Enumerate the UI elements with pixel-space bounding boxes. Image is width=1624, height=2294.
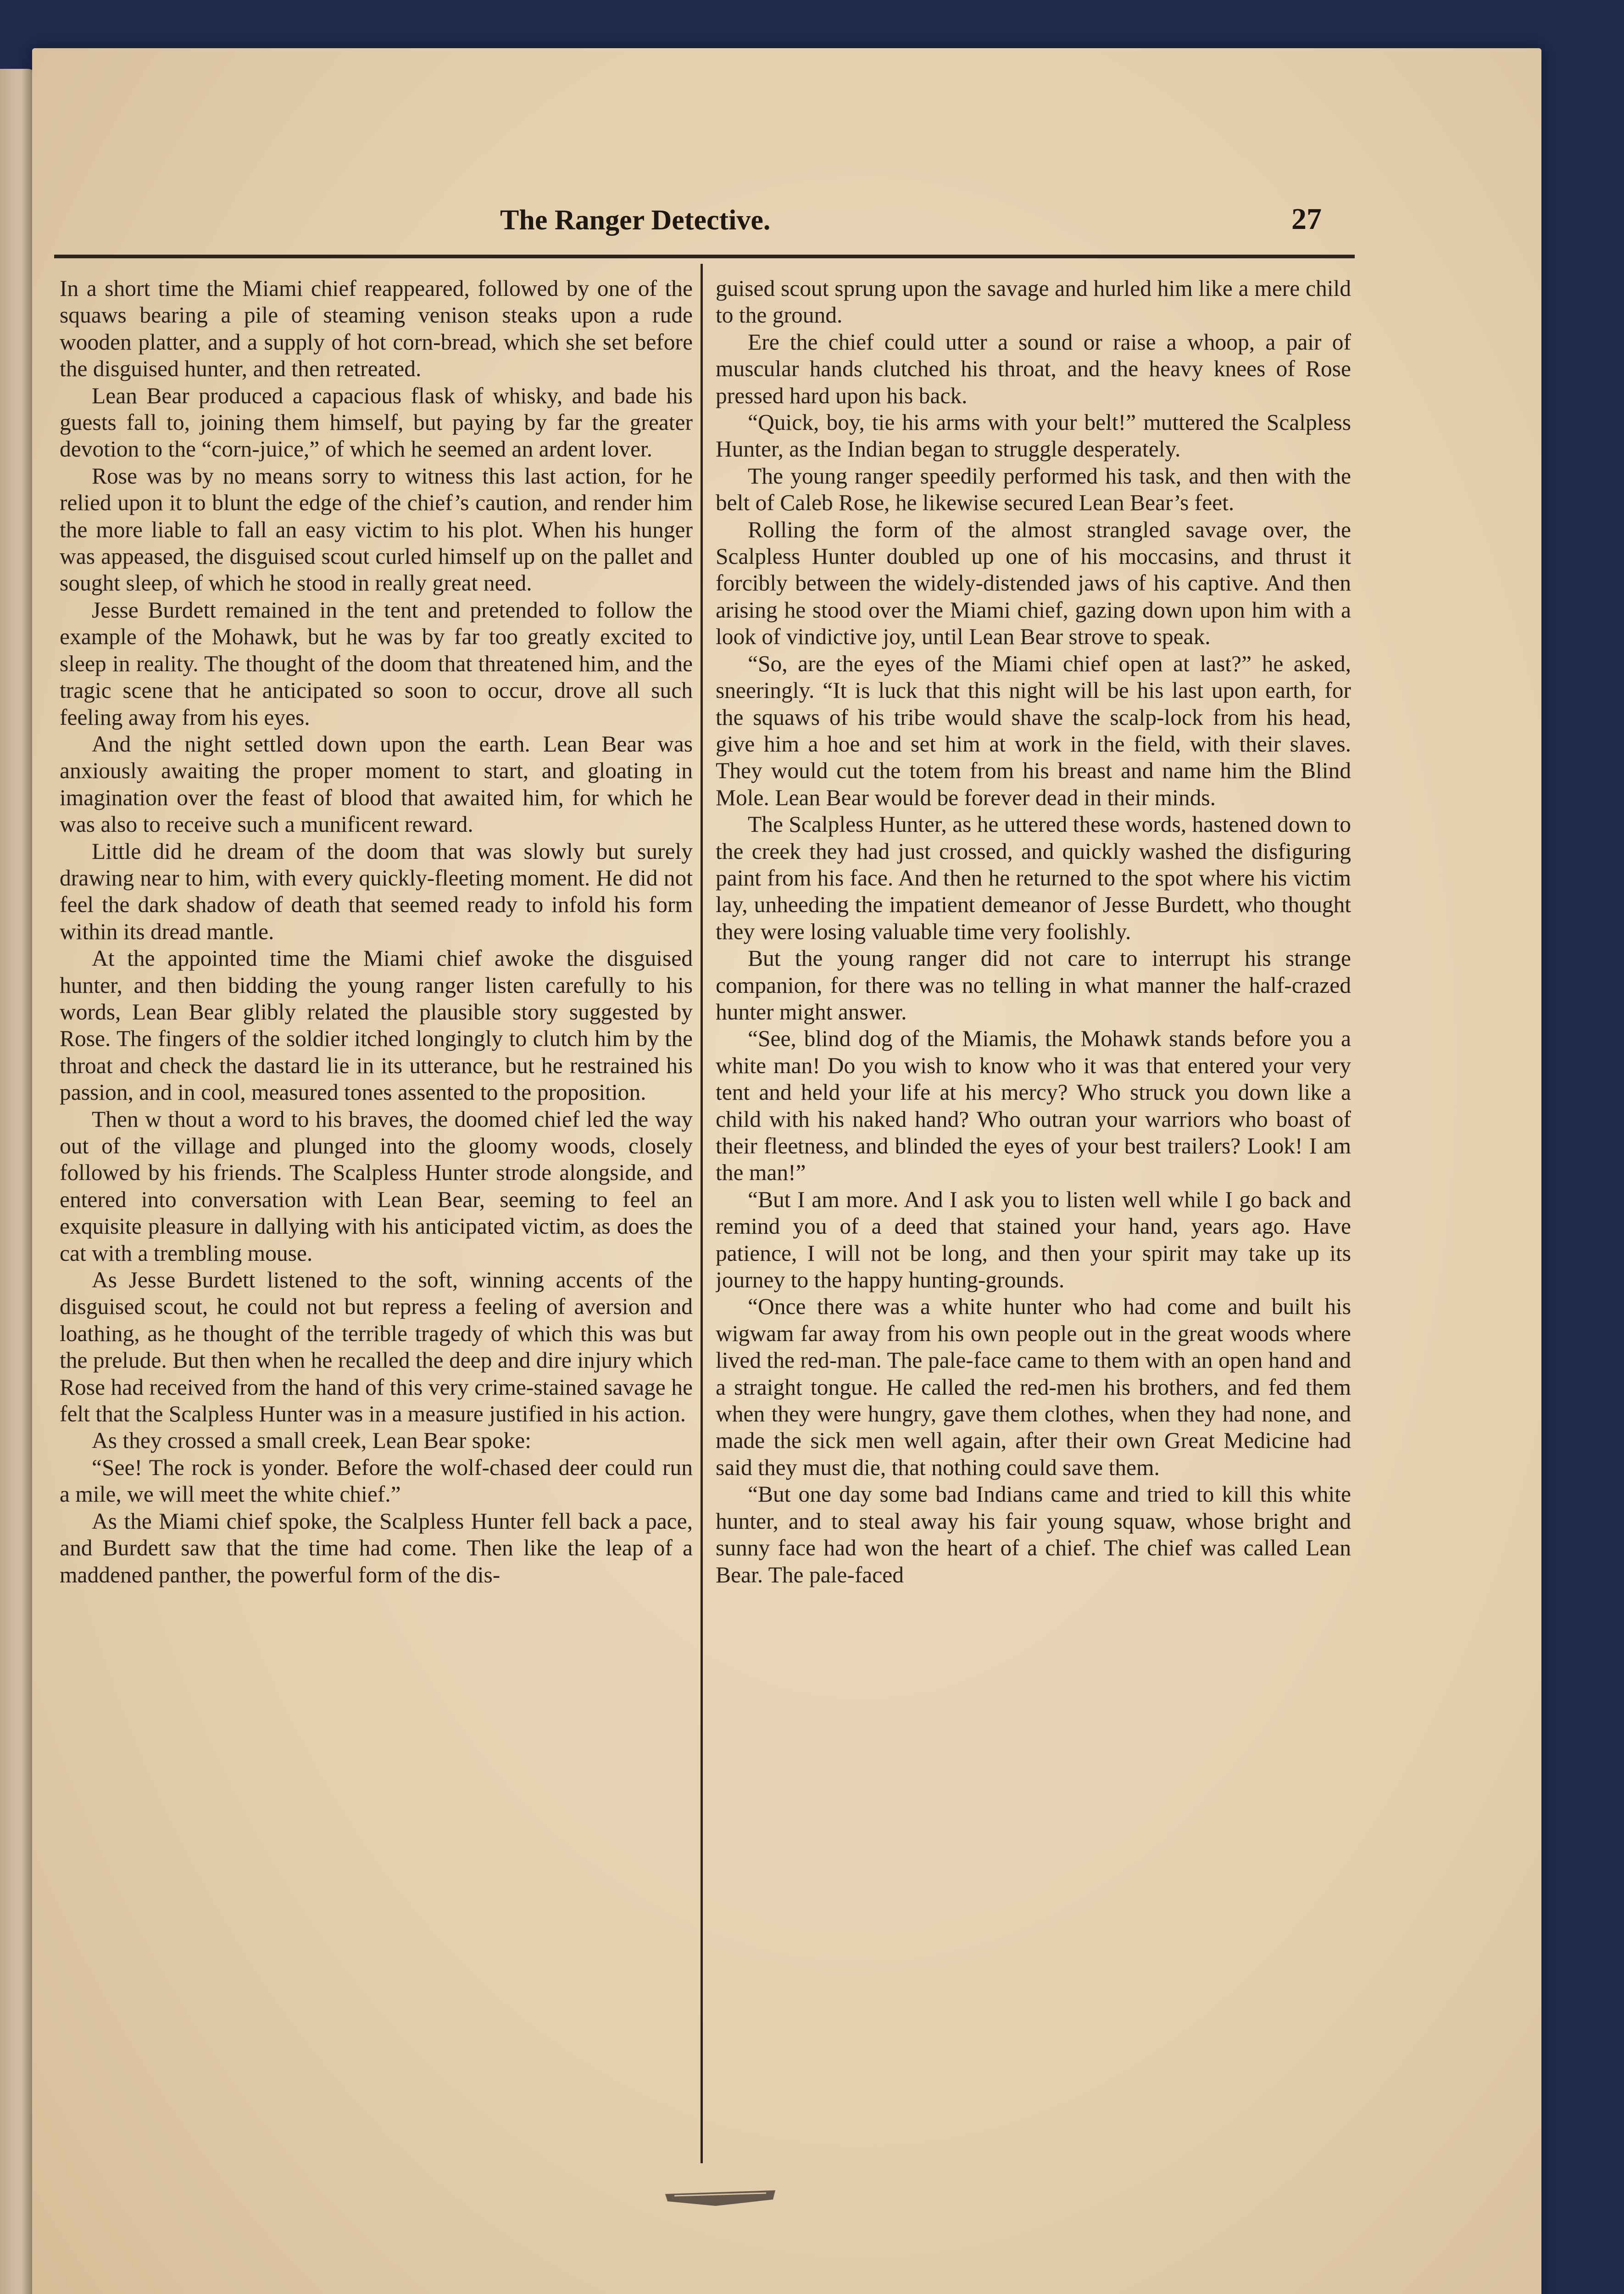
paragraph: “Quick, boy, tie his arms with your belt!” muttered the Scalpless Hunter, as the Indian began to struggle desperately.	[716, 410, 1351, 462]
paragraph: “So, are the eyes of the Miami chief open at last?” he asked, sneeringly. “It is luck that this night will be his last upon earth, for the squaws of his tribe would shave the scalp-lock from his head, give him a hoe and set him at work in the field, with their slaves. They would cut the totem from his breast and name him the Blind Mole. Lean Bear would be forever dead in their minds.	[716, 651, 1351, 810]
paragraph: Then w thout a word to his braves, the doomed chief led the way out of the village and plunged into the gloomy woods, closely followed by his friends. The Scalpless Hunter strode alongside, and entered into conversation with Lean Bear, seeming to feel an exquisite pleasure in dallying with his anticipated victim, as does the cat with a trembling mouse.	[60, 1106, 693, 1266]
paragraph: Rolling the form of the almost strangled savage over, the Scalpless Hunter doubled up one of his moccasins, and thrust it forcibly between the widely-distended jaws of his captive. And then arising he stood over the Miami chief, gazing down upon him with a look of vindictive joy, until Lean Bear strove to speak.	[716, 517, 1351, 650]
column-divider	[701, 264, 703, 2163]
paragraph: “But I am more. And I ask you to listen well while I go back and remind you of a deed that stained your hand, years ago. Have patience, I will not be long, and then your spirit may take up its journey to the happy hunting-grounds.	[716, 1186, 1351, 1293]
paragraph: As they crossed a small creek, Lean Bear spoke:	[92, 1428, 532, 1453]
running-header-title: The Ranger Detective.	[500, 205, 771, 236]
paragraph: The Scalpless Hunter, as he uttered these words, hastened down to the creek they had just crossed, and quickly washed the disfiguring paint from his face. And then he returned to the spot where his victim lay, unheeding the impatient demeanor of Jesse Burdett, who thought they were losing valuable time very foolishly.	[716, 812, 1351, 944]
ink-smudge-ornament	[661, 2184, 780, 2211]
adjacent-page-edge	[0, 69, 37, 2294]
paragraph: “But one day some bad Indians came and tried to kill this white hunter, and to steal away his fair young squaw, whose bright and sunny face had won the heart of a chief. The chief was called Lean Bear. The pale-faced	[716, 1481, 1351, 1587]
paragraph: Jesse Burdett remained in the tent and pretended to follow the example of the Mohawk, but he was by far too greatly excited to sleep in reality. The thought of the doom that threatened him, and the tragic scene that he anticipated so soon to occur, drove all such feeling away from his eyes.	[60, 597, 693, 730]
left-column	[60, 275, 693, 2166]
paragraph: “Once there was a white hunter who had come and built his wigwam far away from his own people out in the great woods where lived the red-man. The pale-face came to them with an open hand and a straight tongue. He called the red-men his brothers, and fed them when they were hungry, gave them clothes, when they had none, and made the sick men well again, after their own Great Medicine had said they must die, that nothing could save them.	[716, 1294, 1351, 1480]
paragraph: But the young ranger did not care to interrupt his strange companion, for there was no telling in what manner the half-crazed hunter might answer.	[716, 946, 1351, 1025]
paragraph: Lean Bear produced a capacious flask of whisky, and bade his guests fall to, joining them himself, but paying by far the greater devotion to the “corn-juice,” of which he seemed an ardent lover.	[60, 383, 693, 462]
paragraph: Rose was by no means sorry to witness this last action, for he relied upon it to blunt the edge of the chief’s caution, and render him the more liable to fall an easy victim to his plot. When his hunger was appeased, the disguised scout curled himself up on the pallet and sought sleep, of which he stood in really great need.	[60, 463, 693, 596]
header-rule	[54, 255, 1355, 258]
paragraph: In a short time the Miami chief reappeared, followed by one of the squaws bearing a pile of steaming venison steaks upon a rude wooden platter, and a supply of hot corn-bread, which she set before the disguised hunter, and then retreated.	[60, 276, 693, 382]
paragraph: And the night settled down upon the earth. Lean Bear was anxiously awaiting the proper moment to start, and gloating in imagination over the feast of blood that awaited him, for which he was also to receive such a munificent reward.	[60, 731, 693, 837]
page-number: 27	[1291, 202, 1322, 236]
paragraph: guised scout sprung upon the savage and hurled him like a mere child to the ground.	[716, 276, 1351, 328]
paragraph: As the Miami chief spoke, the Scalpless Hunter fell back a pace, and Burdett saw that the time had come. Then like the leap of a maddened panther, the powerful form of the dis-	[60, 1508, 693, 1587]
paragraph: Little did he dream of the doom that was slowly but surely drawing near to him, with every quickly-fleeting moment. He did not feel the dark shadow of death that seemed ready to infold his form within its dread mantle.	[60, 838, 693, 944]
paragraph: The young ranger speedily performed his task, and then with the belt of Caleb Rose, he likewise secured Lean Bear’s feet.	[716, 463, 1351, 516]
paragraph: “See! The rock is yonder. Before the wolf-chased deer could run a mile, we will meet the white chief.”	[60, 1454, 693, 1507]
paragraph: “See, blind dog of the Miamis, the Mohawk stands before you a white man! Do you wish to know who it was that entered your very tent and held your life at his mercy? Who struck you down like a child with his naked hand? Who outran your warriors who boast of their fleetness, and blinded the eyes of your best trailers? Look! I am the man!”	[716, 1026, 1351, 1186]
paragraph: As Jesse Burdett listened to the soft, winning accents of the disguised scout, he could not but repress a feeling of aversion and loathing, as he thought of the terrible tragedy of which this was but the prelude. But then when he recalled the deep and dire injury which Rose had received from the hand of this very crime-stained savage he felt that the Scalpless Hunter was in a measure justified in his action.	[60, 1267, 693, 1427]
right-column	[716, 275, 1351, 2166]
paragraph: Ere the chief could utter a sound or raise a whoop, a pair of muscular hands clutched his throat, and the heavy knees of Rose pressed hard upon his back.	[716, 329, 1351, 408]
paragraph: At the appointed time the Miami chief awoke the disguised hunter, and then bidding the young ranger listen carefully to his words, Lean Bear glibly related the plausible story suggested by Rose. The fingers of the soldier itched longingly to clutch him by the throat and check the dastard lie in its utterance, but he restrained his passion, and in cool, measured tones assented to the proposition.	[60, 946, 693, 1105]
